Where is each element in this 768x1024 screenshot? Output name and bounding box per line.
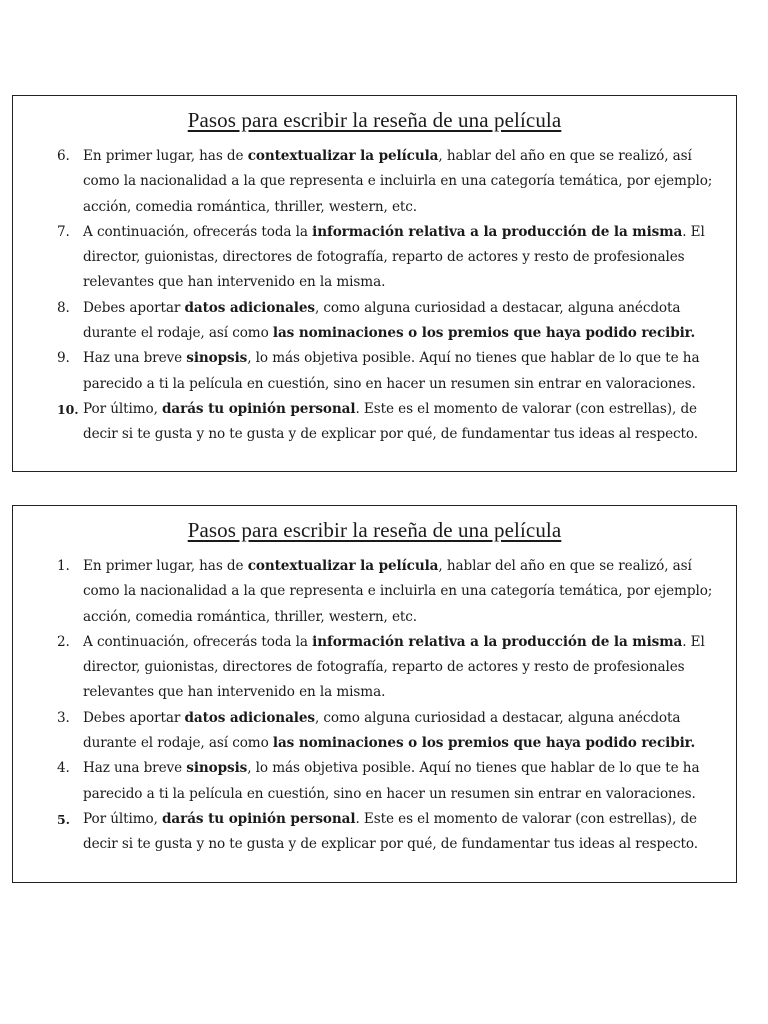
step-text: Debes aportar xyxy=(83,299,185,316)
step-text: En primer lugar, has de xyxy=(83,148,248,164)
list-item xyxy=(13,706,736,757)
step-text: . Este es el momento de valorar (con estrellas), de decir si te gusta y no te gusta y de explicar por qué, de fundamentar tus ideas al respecto. xyxy=(83,400,698,443)
step-number: 9. xyxy=(57,350,70,367)
step-text: A continuación, ofrecerás toda la xyxy=(83,633,313,650)
step-highlight: información relativa a la producción de la misma xyxy=(312,223,683,240)
step-number: 5. xyxy=(57,811,70,827)
step-highlight: datos adicionales xyxy=(184,299,315,316)
card-title: Pasos para escribir la reseña de una película xyxy=(187,108,562,132)
list-item xyxy=(13,630,736,706)
step-text: , lo más objetiva posible. Aquí no tienes que hablar de lo que te ha parecido a ti la película en cuestión, sino en hacer un resumen sin entrar en valoraciones. xyxy=(83,760,700,802)
step-text: . El director, guionistas, directores de fotografía, reparto de actores y resto de profesionales relevantes que han intervenido en la misma. xyxy=(83,223,705,291)
step-highlight: las nominaciones o los premios que haya podido recibir. xyxy=(272,325,696,342)
step-text: Haz una breve xyxy=(83,350,187,367)
step-text: En primer lugar, has de xyxy=(83,558,248,574)
step-number: 3. xyxy=(57,709,70,726)
step-text: , hablar del año en que se realizó, así como la nacionalidad a la que representa e incluirla en una categoría temática, por ejemplo; acción, comedia romántica, thriller, western, etc. xyxy=(83,558,713,625)
step-text: , hablar del año en que se realizó, así como la nacionalidad a la que representa e incluirla en una categoría temática, por ejemplo; acción, comedia romántica, thriller, western, etc. xyxy=(83,148,713,215)
list-item xyxy=(13,296,736,347)
step-number: 8. xyxy=(57,299,70,316)
step-highlight: información relativa a la producción de la misma xyxy=(312,633,683,650)
step-text: . El director, guionistas, directores de fotografía, reparto de actores y resto de profesionales relevantes que han intervenido en la misma. xyxy=(83,633,705,701)
step-text: , como alguna curiosidad a destacar, alguna anécdota durante el rodaje, así como xyxy=(83,299,681,342)
step-text: Por último, xyxy=(83,400,163,417)
step-text: , lo más objetiva posible. Aquí no tienes que hablar de lo que te ha parecido a ti la película en cuestión, sino en hacer un resumen sin entrar en valoraciones. xyxy=(83,350,700,392)
step-highlight: contextualizar la película xyxy=(247,558,439,574)
step-text: Por último, xyxy=(83,810,163,827)
step-highlight: sinopsis xyxy=(186,350,248,367)
list-item xyxy=(13,397,736,448)
review-steps-card-top xyxy=(12,95,737,472)
steps-list xyxy=(13,554,736,858)
step-text: , como alguna curiosidad a destacar, alguna anécdota durante el rodaje, así como xyxy=(83,709,681,752)
list-item xyxy=(13,220,736,296)
review-steps-card-bottom xyxy=(12,505,737,883)
step-highlight: darás tu opinión personal xyxy=(162,400,356,417)
step-number: 2. xyxy=(57,633,70,650)
step-number: 1. xyxy=(57,558,70,574)
card-title: Pasos para escribir la reseña de una película xyxy=(187,518,562,542)
step-text: Haz una breve xyxy=(83,760,187,777)
step-text: A continuación, ofrecerás toda la xyxy=(83,223,313,240)
list-item xyxy=(13,346,736,397)
step-highlight: las nominaciones o los premios que haya podido recibir. xyxy=(272,735,696,752)
step-text: Debes aportar xyxy=(83,709,185,726)
step-highlight: contextualizar la película xyxy=(247,148,439,164)
steps-list xyxy=(13,144,736,448)
step-highlight: darás tu opinión personal xyxy=(162,810,356,827)
list-item xyxy=(13,144,736,220)
step-number: 7. xyxy=(57,223,70,240)
step-highlight: sinopsis xyxy=(186,760,248,777)
list-item xyxy=(13,554,736,630)
step-highlight: datos adicionales xyxy=(184,709,315,726)
step-number: 10. xyxy=(57,401,79,417)
step-number: 4. xyxy=(57,760,70,777)
list-item xyxy=(13,807,736,858)
list-item xyxy=(13,756,736,807)
step-text: . Este es el momento de valorar (con estrellas), de decir si te gusta y no te gusta y de explicar por qué, de fundamentar tus ideas al respecto. xyxy=(83,810,698,853)
step-number: 6. xyxy=(57,148,70,164)
